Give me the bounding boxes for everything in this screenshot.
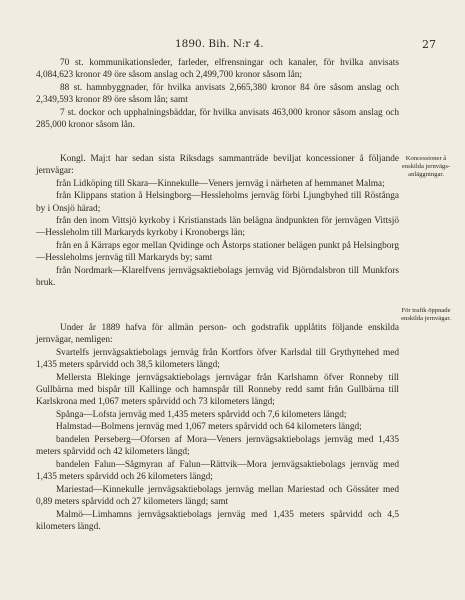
paragraph: Svartelfs jernvägsaktiebolags jernväg från Kortfors öfver Karlsdal till Grythyttehed med 1,435 meters spårvidd och 38,5 kilometers längd;: [36, 347, 399, 371]
paragraph: Mellersta Blekinge jernvägsaktiebolags jernvägar från Karlshamn öfver Ronneby till Gullbärna med bispår till Kallinge och hamnspår till Ronneby redd samt från Gullbärna till Karlskrona med 1,067 meters spårvidd och 73 kilometers längd;: [36, 372, 399, 408]
paragraph: från Nordmark—Klarelfvens jernvägsaktiebolags jernväg vid Björndalsbron till Munkfors bruk.: [36, 265, 399, 289]
paragraph: 70 st. kommunikationsleder, farleder, elfrensningar och kanaler, för hvilka anvisats 4,084,623 kronor 49 öre såsom anslag och 2,499,700 kronor såsom lån;: [36, 58, 399, 81]
paragraph: Malmö—Limhamns jernvägsaktiebolags jernväg med 1,435 meters spårvidd och 4,5 kilometers längd.: [36, 509, 399, 532]
page-number: 27: [422, 38, 436, 51]
paragraph: 7 st. dockor och upphalningsbäddar, för hvilka anvisats 463,000 kronor såsom anslag och 285,000 kronor såsom lån.: [36, 107, 399, 131]
paragraph: från en å Kärraps egor mellan Qvidinge och Åstorps stationer belägen punkt på Helsingborg—Hessleholms jernväg till Markaryds by; samt: [36, 240, 399, 264]
paragraph: från Lidköping till Skara—Kinnekulle—Veners jernväg i närheten af hemmanet Malma;: [56, 178, 385, 189]
margin-note-traffic: För trafik öppnade enskilda jernvägar.: [401, 307, 451, 323]
body-text: [36, 57, 399, 533]
paragraph: Spånga—Lofsta jernväg med 1,435 meters spårvidd och 7,6 kilometers längd;: [56, 409, 347, 420]
paragraph: 88 st. hamnbyggnader, för hvilka anvisats 2,665,380 kronor 84 öre såsom anslag och 2,349,593 kronor 89 öre såsom lån; samt: [36, 82, 399, 106]
paragraph: Mariestad—Kinnekulle jernvägsaktiebolags jernväg mellan Mariestad och Gössäter med 0,89 meters spårvidd och 27 kilometers längd; samt: [36, 484, 399, 508]
paragraph: bandelen Perseberg—Oforsen af Mora—Veners jernvägsaktiebolags jernväg med 1,435 meters spårvidd och 42 kilometers längd;: [36, 434, 399, 458]
paragraph: från Klippans station å Helsingborg—Hessleholms jernväg förbi Ljungbyhed till Röstånga by i Onsjö härad;: [36, 191, 399, 214]
paragraph: bandelen Falun—Sågmyran af Falun—Rättvik—Mora jernvägsaktiebolags jernväg med 1,435 meters spårvidd och 26 kilometers längd;: [36, 459, 399, 483]
margin-note-concessions: Koncessioner å enskilda jernvägs-anläggningar.: [401, 155, 451, 179]
paragraph: Halmstad—Bolmens jernväg med 1,067 meters spårvidd och 64 kilometers längd;: [56, 422, 362, 433]
paragraph: från den inom Vittsjö kyrkoby i Kristianstads län belägna ändpunkten för jernvägen Vittsjö—Hessleholm till Markaryds kyrkoby i Kronobergs län;: [36, 215, 399, 239]
running-head: 1890. Bih. N:r 4.: [175, 38, 264, 50]
paragraph: Under år 1889 hafva för allmän person- och godstrafik upplåtits följande enskilda jernvägar, nemligen:: [36, 322, 399, 346]
page-header: [0, 38, 465, 54]
paragraph: Kongl. Maj:t har sedan sista Riksdags sammanträde beviljat koncessioner å följande jernvägar:: [36, 153, 399, 177]
